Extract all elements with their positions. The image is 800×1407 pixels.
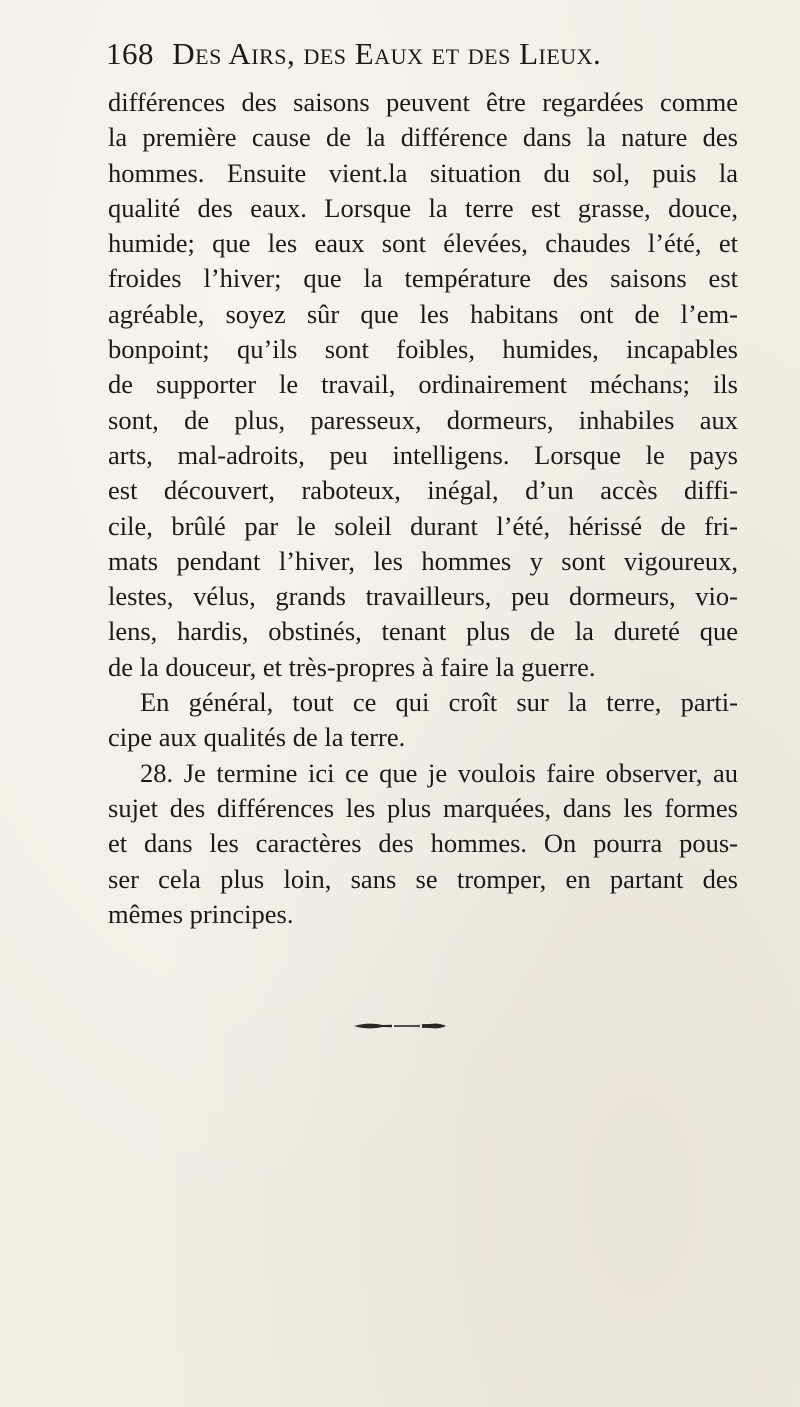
text-line: froides l’hiver; que la température des saisons est [108, 263, 738, 294]
text-line: sujet des différences les plus marquées, dans les formes [108, 792, 738, 823]
text-line: bonpoint; qu’ils sont foibles, humides, incapables [108, 334, 738, 365]
text-line: 28. Je termine ici ce que je voulois faire observer, au [140, 757, 738, 788]
text-line: cipe aux qualités de la terre. [108, 722, 406, 753]
text-line: En général, tout ce qui croît sur la terre, parti- [140, 687, 738, 718]
text-line: de la douceur, et très-propres à faire la guerre. [108, 651, 596, 682]
text-line: lestes, vélus, grands travailleurs, peu dormeurs, vio- [108, 581, 738, 612]
text-line: hommes. Ensuite vient.la situation du sol, puis la [108, 157, 738, 188]
text-line: arts, mal-adroits, peu intelligens. Lorsque le pays [108, 439, 738, 470]
page-number: 168 [106, 36, 154, 71]
text-line: différences des saisons peuvent être regardées comme [108, 87, 738, 117]
running-title: Des Airs, des Eaux et des Lieux. [172, 36, 602, 71]
text-line: humide; que les eaux sont élevées, chaudes l’été, et [108, 228, 738, 259]
text-line: la première cause de la différence dans la nature des [108, 122, 738, 153]
text-line: qualité des eaux. Lorsque la terre est grasse, douce, [108, 192, 738, 223]
text-line: lens, hardis, obstinés, tenant plus de la dureté que [108, 616, 738, 647]
text-line: est découvert, raboteux, inégal, d’un accès diffi- [108, 475, 738, 506]
text-line: mats pendant l’hiver, les hommes y sont vigoureux, [108, 545, 738, 576]
text-line: ser cela plus loin, sans se tromper, en partant des [108, 863, 738, 894]
page-header [106, 36, 746, 76]
tailpiece-ornament-icon [352, 1020, 448, 1032]
text-line: de supporter le travail, ordinairement méchans; ils [108, 369, 738, 400]
text-line: agréable, soyez sûr que les habitans ont de l’em- [108, 298, 738, 329]
text-line: cile, brûlé par le soleil durant l’été, hérissé de fri- [108, 510, 738, 541]
text-line: et dans les caractères des hommes. On pourra pous- [108, 828, 738, 859]
text-line: sont, de plus, paresseux, dormeurs, inhabiles aux [108, 404, 738, 435]
body-text [108, 85, 738, 932]
text-line: mêmes principes. [108, 898, 294, 929]
